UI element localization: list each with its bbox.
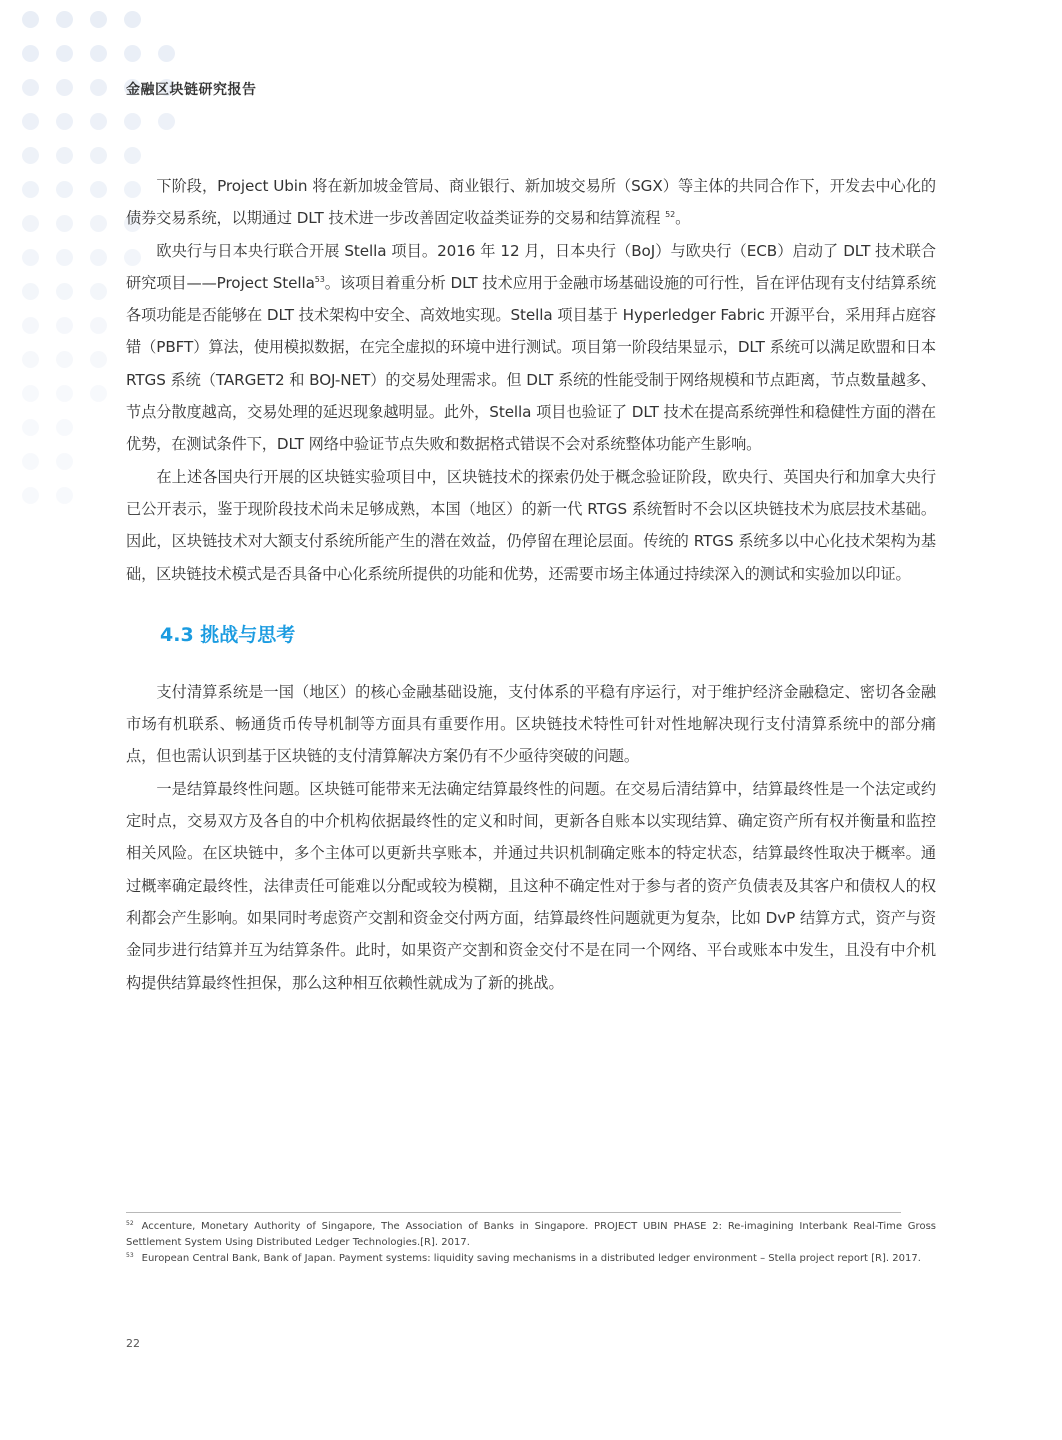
decorative-dot	[124, 147, 141, 164]
decorative-dot	[56, 419, 73, 436]
footnote-53	[126, 1251, 936, 1267]
paragraph-settlement-finality: 一是结算最终性问题。区块链可能带来无法确定结算最终性的问题。在交易后清结算中，结算最终性是一个法定或约定时点，交易双方及各自的中介机构依据最终性的定义和时间，更新各自账本以实现结算、确定资产所有权并衡量和监控相关风险。在区块链中，多个主体可以更新共享账本，并通过共识机制确定账本的特定状态，结算最终性取决于概率。通过概率确定最终性，法律责任可能难以分配或较为模糊，且这种不确定性对于参与者的资产负债表及其客户和债权人的权利都会产生影响。如果同时考虑资产交割和资金交付两方面，结算最终性问题就更为复杂，比如 DvP 结算方式，资产与资金同步进行结算并互为结算条件。此时，如果资产交割和资金交付不是在同一个网络、平台或账本中发生，且没有中介机构提供结算最终性担保，那么这种相互依赖性就成为了新的挑战。	[126, 779, 936, 992]
paragraph-text: 欧央行与日本央行联合开展 Stella 项目。2016 年 12 月，日本央行（BoJ）与欧央行（ECB）启动了 DLT 技术联合研究项目——Project Stella	[126, 241, 936, 292]
paragraph-text: 下阶段，Project Ubin 将在新加坡金管局、商业银行、新加坡交易所（SGX）等主体的共同合作下，开发去中心化的债券交易系统，以期通过 DLT 技术进一步改善固定收益类证券的交易和结算流程	[126, 177, 936, 228]
decorative-dot	[56, 351, 73, 368]
footnote-divider	[126, 1212, 901, 1213]
decorative-dot	[90, 113, 107, 130]
decorative-dot	[22, 351, 39, 368]
decorative-dot	[90, 385, 107, 402]
decorative-dot	[90, 283, 107, 300]
decorative-dot	[22, 487, 39, 504]
footnote-ref-52[interactable]: 52	[665, 210, 676, 220]
decorative-dot	[22, 45, 39, 62]
paragraph-text: 。该项目着重分析 DLT 技术应用于金融市场基础设施的可行性，旨在评估现有支付结算系统各项功能是否能够在 DLT 技术架构中安全、高效地实现。Stella 项目基于 Hyperledger Fabric 开源平台，采用拜占庭容错（PBFT）算法，使用模拟数据，在完全虚拟的环境中进行测试。项目第一阶段结果显示，DLT 系统可以满足欧盟和日本 RTGS 系统（TARGET2 和 BOJ-NET）的交易处理需求。但 DLT 系统的性能受制于网络规模和节点距离，节点数量越多、节点分散度越高，交易处理的延迟现象越明显。此外，Stella 项目也验证了 DLT 技术在提高系统弹性和稳健性方面的潜在优势，在测试条件下，DLT 网络中验证节点失败和数据格式错误不会对系统整体功能产生影响。	[126, 273, 936, 454]
paragraph-payment-system-overview: 支付清算系统是一国（地区）的核心金融基础设施，支付体系的平稳有序运行，对于维护经济金融稳定、密切各金融市场有机联系、畅通货币传导机制等方面具有重要作用。区块链技术特性可针对性地解决现行支付清算系统中的部分痛点，但也需认识到基于区块链的支付清算解决方案仍有不少亟待突破的问题。	[126, 682, 936, 766]
decorative-dot	[22, 11, 39, 28]
decorative-dot	[90, 249, 107, 266]
main-content	[126, 170, 936, 999]
decorative-dot	[56, 283, 73, 300]
footnote-mark: 53	[126, 1251, 134, 1259]
decorative-dot	[56, 385, 73, 402]
footnote-text: Accenture, Monetary Authority of Singapore, The Association of Banks in Singapore. PROJECT UBIN PHASE 2: Re-imagining Interbank Real-Time Gross Settlement System Using Distributed Ledger Technologies.[R]. 2017.	[126, 1221, 936, 1248]
footnote-text: European Central Bank, Bank of Japan. Payment systems: liquidity saving mechanisms in a distributed ledger environment – Stella project report [R]. 2017.	[141, 1253, 921, 1264]
page-number: 22	[126, 1337, 140, 1350]
decorative-dot	[22, 113, 39, 130]
decorative-dot	[56, 147, 73, 164]
footnote-ref-53[interactable]: 53	[314, 274, 325, 284]
paragraph-project-ubin-next-phase	[126, 170, 936, 235]
paragraph-central-bank-experiments: 在上述各国央行开展的区块链实验项目中，区块链技术的探索仍处于概念验证阶段，欧央行、英国央行和加拿大央行已公开表示，鉴于现阶段技术尚未足够成熟，本国（地区）的新一代 RTGS 系统暂时不会以区块链技术为底层技术基础。因此，区块链技术对大额支付系统所能产生的潜在效益，仍停留在理论层面。传统的 RTGS 系统多以中心化技术架构为基础，区块链技术模式是否具备中心化系统所提供的功能和优势，还需要市场主体通过持续深入的测试和实验加以印证。	[126, 467, 936, 583]
decorative-dot	[56, 79, 73, 96]
decorative-dot	[22, 215, 39, 232]
decorative-dot	[56, 113, 73, 130]
decorative-dot	[22, 249, 39, 266]
footnote-52	[126, 1219, 936, 1251]
decorative-dot	[124, 11, 141, 28]
decorative-dot	[22, 283, 39, 300]
decorative-dot	[158, 45, 175, 62]
decorative-dot	[90, 147, 107, 164]
decorative-dot	[22, 419, 39, 436]
decorative-dot	[22, 385, 39, 402]
decorative-dot	[22, 147, 39, 164]
running-header-title: 金融区块链研究报告	[126, 82, 257, 98]
decorative-dot	[22, 453, 39, 470]
decorative-dot	[90, 215, 107, 232]
decorative-dot	[124, 45, 141, 62]
paragraph-text: 。	[675, 209, 691, 228]
decorative-dot	[90, 79, 107, 96]
footnotes	[126, 1219, 936, 1267]
decorative-dot	[56, 215, 73, 232]
footnote-mark: 52	[126, 1219, 134, 1227]
decorative-dot	[56, 45, 73, 62]
section-heading: 4.3 挑战与思考	[160, 623, 296, 646]
decorative-dot	[56, 487, 73, 504]
decorative-dot	[90, 351, 107, 368]
decorative-dot	[56, 181, 73, 198]
decorative-dot	[90, 45, 107, 62]
decorative-dot	[56, 317, 73, 334]
decorative-dot	[22, 317, 39, 334]
decorative-dot	[56, 453, 73, 470]
decorative-dot	[56, 11, 73, 28]
paragraph-stella-project	[126, 235, 936, 461]
decorative-dot	[90, 317, 107, 334]
decorative-dot	[90, 181, 107, 198]
decorative-dot	[90, 11, 107, 28]
decorative-dot	[22, 79, 39, 96]
decorative-dot	[124, 113, 141, 130]
decorative-dot	[158, 113, 175, 130]
decorative-dot	[56, 249, 73, 266]
decorative-dot	[22, 181, 39, 198]
